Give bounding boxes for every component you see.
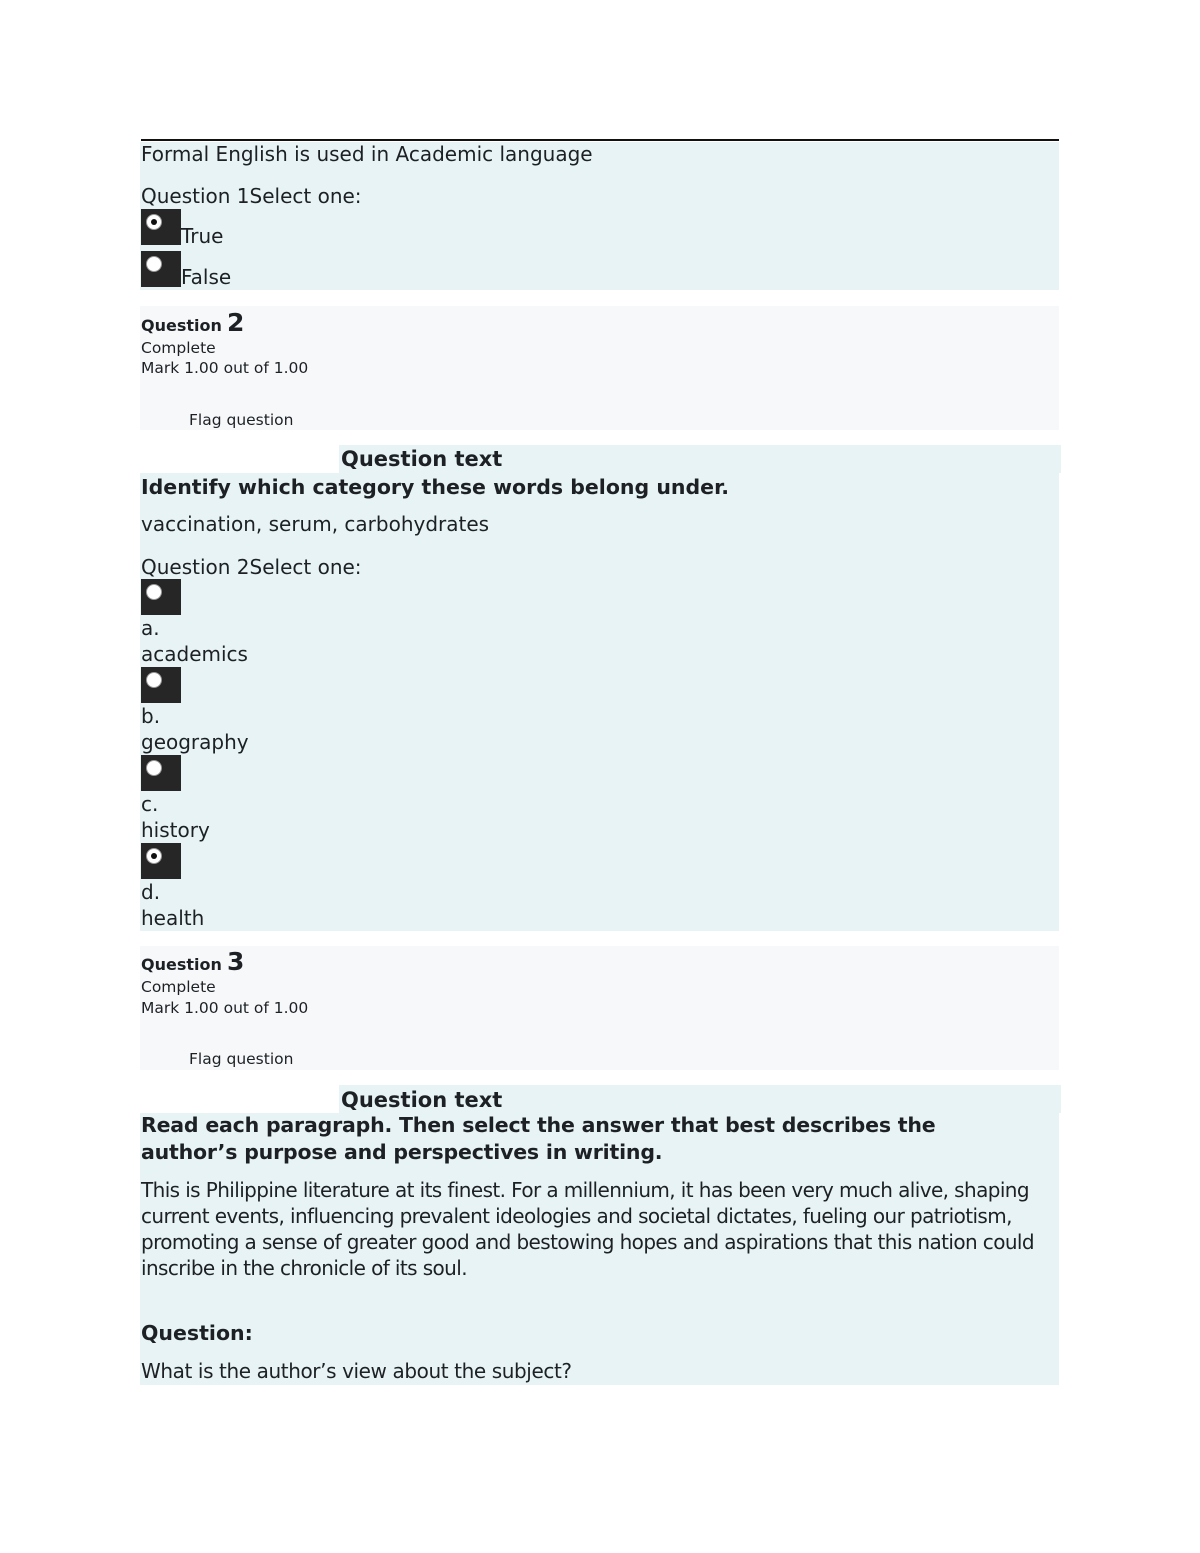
radio-unchecked-icon <box>146 672 162 688</box>
question-3-question: What is the author’s view about the subject? <box>141 1359 572 1383</box>
question-3-text-heading: Question text <box>341 1088 503 1112</box>
question-3-flag-link[interactable]: Flag question <box>189 1050 294 1068</box>
option-c-label[interactable]: history <box>141 818 210 842</box>
option-b-letter: b. <box>141 704 161 728</box>
option-d-letter: d. <box>141 880 161 904</box>
radio-unchecked-icon <box>146 584 162 600</box>
radio-unchecked-icon <box>146 760 162 776</box>
question-word: Question <box>141 316 222 335</box>
question-number: 2 <box>226 308 245 337</box>
radio-unchecked-icon <box>146 256 162 272</box>
question-3-question-label: Question: <box>141 1321 253 1345</box>
question-3-mark: Mark 1.00 out of 1.00 <box>141 999 309 1017</box>
question-2-heading <box>141 308 244 337</box>
option-b-label[interactable]: geography <box>141 730 249 754</box>
option-d-label[interactable]: health <box>141 906 205 930</box>
radio-d[interactable] <box>141 843 181 879</box>
question-2-flag-link[interactable]: Flag question <box>189 411 294 429</box>
radio-a[interactable] <box>141 579 181 615</box>
question-number: 3 <box>226 947 245 976</box>
question-word: Question <box>141 955 222 974</box>
radio-b[interactable] <box>141 667 181 703</box>
question-3-paragraph: This is Philippine literature at its finest. For a millennium, it has been very much alive, shaping current events, influencing prevalent ideologies and societal dictates, fueling our patriotism, promoting a sense of greater good and bestowing hopes and aspirations that this nation could inscribe in the chronicle of its soul. <box>141 1178 1034 1280</box>
question-3-instruction-line-2: author’s purpose and perspectives in writing. <box>141 1140 663 1164</box>
option-false-label[interactable]: False <box>181 265 232 289</box>
question-1-text: Formal English is used in Academic language <box>141 142 593 166</box>
question-3-instruction-line-1: Read each paragraph. Then select the answer that best describes the <box>141 1113 936 1137</box>
question-2-prompt: Question 2Select one: <box>141 555 362 579</box>
radio-false[interactable] <box>141 251 181 287</box>
question-3-status: Complete <box>141 978 216 996</box>
question-2-status: Complete <box>141 339 216 357</box>
question-3-heading <box>141 947 244 976</box>
top-divider <box>141 139 1059 141</box>
question-2-words: vaccination, serum, carbohydrates <box>141 512 490 536</box>
radio-true[interactable] <box>141 209 181 245</box>
option-c-letter: c. <box>141 792 159 816</box>
question-2-mark: Mark 1.00 out of 1.00 <box>141 359 309 377</box>
radio-checked-icon <box>146 214 162 230</box>
question-2-instruction: Identify which category these words belong under. <box>141 475 730 499</box>
radio-checked-icon <box>146 848 162 864</box>
question-2-text-heading: Question text <box>341 447 503 471</box>
option-true-label[interactable]: True <box>181 224 224 248</box>
radio-c[interactable] <box>141 755 181 791</box>
question-1-prompt: Question 1Select one: <box>141 184 362 208</box>
option-a-letter: a. <box>141 616 160 640</box>
option-a-label[interactable]: academics <box>141 642 248 666</box>
question-2-content <box>140 473 1059 931</box>
